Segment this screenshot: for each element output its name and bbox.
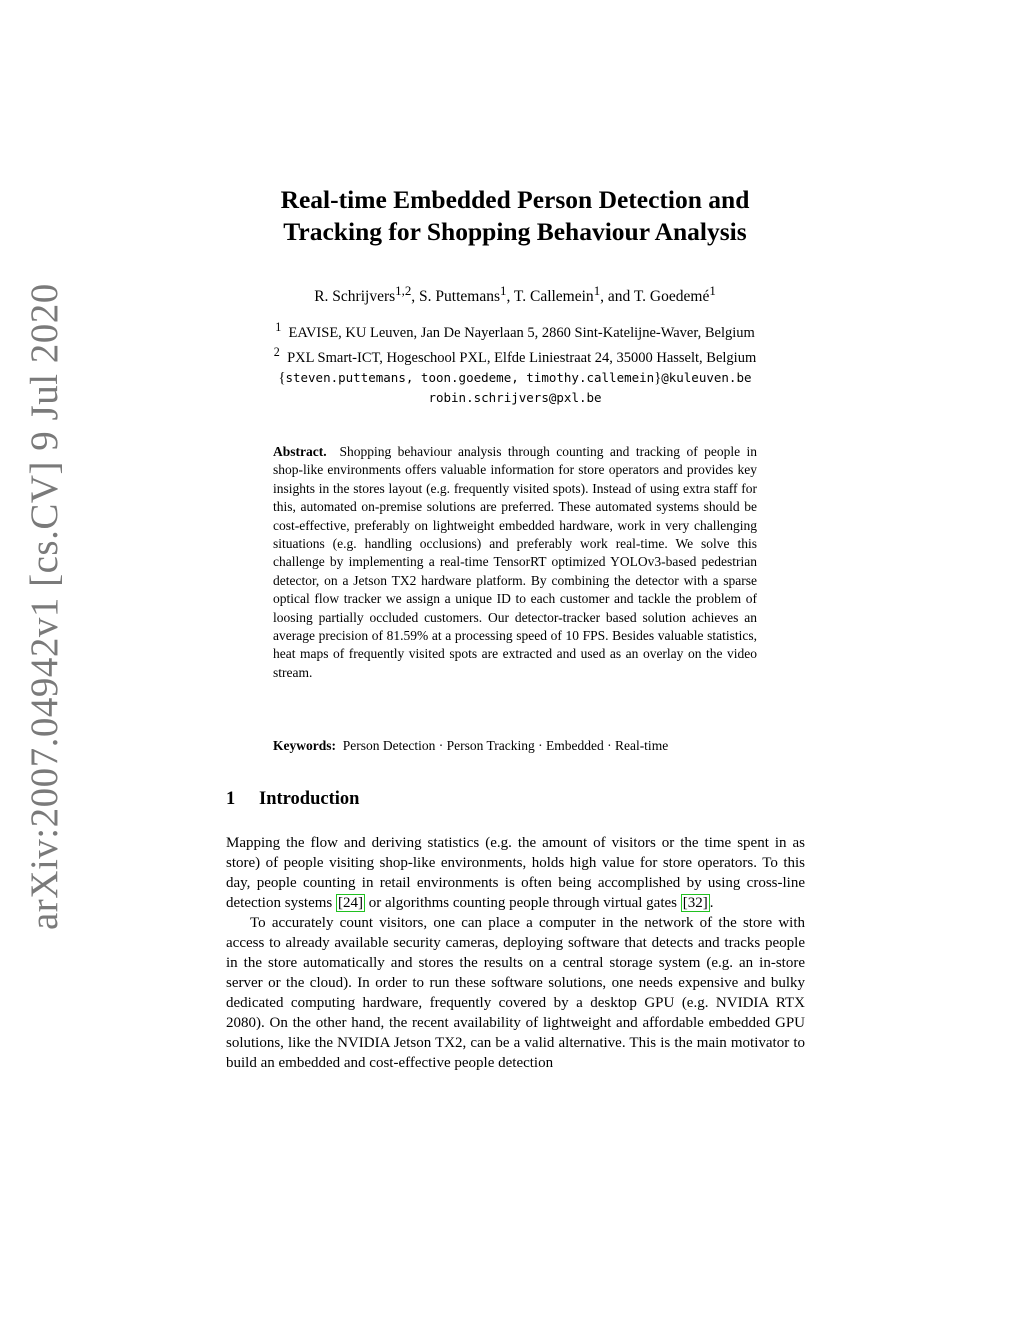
- email-domain: @kuleuven.be: [661, 369, 752, 385]
- author-name: , and T. Goedemé: [600, 288, 710, 306]
- abstract-text: Shopping behaviour analysis through counting and tracking of people in shop-like environments offers valuable information for store operators and provides key insights in the stores layout (e.g. frequently visited spots). Instead of using extra staff for this, automated on-premise solutions are preferred. These automated systems should be cost-effective, preferably on lightweight embedded hardware, work in very challenging situations (e.g. handling occlusions) and preferably work real-time. We solve this challenge by implementing a real-time TensorRT optimized YOLOv3-based pedestrian detector, on a Jetson TX2 hardware platform. By combining the detector with a sparse optical flow tracker we assign a unique ID to each customer and tackle the problem of loosing partially occluded customers. Our detector-tracker based solution achieves an average precision of 81.59% at a processing speed of 10 FPS. Besides valuable statistics, heat maps of frequently visited spots are extracted and used as an overlay on the video stream.: [273, 444, 757, 680]
- author-affiliation-mark: 1: [593, 283, 601, 298]
- email-names: steven.puttemans, toon.goedeme, timothy.callemein: [285, 369, 655, 385]
- citation-link[interactable]: [24]: [337, 895, 363, 911]
- email-brace-open: {: [278, 369, 286, 386]
- abstract-label: Abstract.: [273, 444, 327, 459]
- author-name: , T. Callemein: [506, 288, 594, 306]
- email-line-1: [200, 368, 830, 388]
- author-affiliation-mark: 1,2: [395, 283, 412, 298]
- email-brace-close: }: [654, 369, 662, 386]
- section-heading: [226, 789, 359, 810]
- author-name: , S. Puttemans: [411, 288, 500, 306]
- affiliation-text: PXL Smart-ICT, Hogeschool PXL, Elfde Liniestraat 24, 35000 Hasselt, Belgium: [287, 349, 757, 366]
- title-line-2: Tracking for Shopping Behaviour Analysis: [283, 217, 747, 246]
- section-number: 1: [226, 789, 236, 809]
- affiliations: [200, 318, 830, 407]
- paragraph-2: To accurately count visitors, one can place a computer in the network of the store with access to already available security cameras, deploying software that detects and tracks people in the store automatically and stores the results on a central storage system (e.g. an in-store server or the cloud). In order to run these software solutions, one needs expensive and bulky dedicated computing hardware, frequently covered by a desktop GPU (e.g. NVIDIA RTX 2080). On the other hand, the recent availability of lightweight and affordable embedded GPU solutions, like the NVIDIA Jetson TX2, can be a valid alternative. This is the main motivator to build an embedded and cost-effective people detection: [226, 915, 805, 1071]
- paper-title: [180, 184, 850, 248]
- section-title: Introduction: [259, 789, 360, 809]
- affiliation-number: 1: [275, 320, 282, 334]
- keywords: [273, 737, 757, 755]
- author-list: [180, 283, 850, 306]
- affiliation-1: [200, 318, 830, 343]
- abstract: [273, 443, 757, 682]
- affiliation-2: [200, 343, 830, 368]
- paragraph-text: or algorithms counting people through virtual gates: [364, 895, 681, 911]
- title-line-1: Real-time Embedded Person Detection and: [280, 185, 750, 214]
- body-text: [226, 833, 805, 1073]
- paragraph-text: .: [709, 895, 714, 911]
- paragraph-text: Mapping the flow and deriving statistics (e.g. the amount of visitors or the time spent in as store) of people visiting shop-like environments, holds high value for store operators. To this day, people counting in retail environments is often being accomplished by using cross-line detection systems: [226, 835, 805, 911]
- keywords-text: Person Detection · Person Tracking · Embedded · Real-time: [342, 738, 669, 753]
- affiliation-text: EAVISE, KU Leuven, Jan De Nayerlaan 5, 2860 Sint-Katelijne-Waver, Belgium: [288, 324, 755, 341]
- author-affiliation-mark: 1: [709, 283, 716, 298]
- email-line-2: robin.schrijvers@pxl.be: [428, 389, 602, 405]
- keywords-label: Keywords:: [273, 738, 336, 753]
- arxiv-stamp: arXiv:2007.04942v1 [cs.CV] 9 Jul 2020: [23, 283, 66, 930]
- citation-link[interactable]: [32]: [682, 895, 708, 911]
- affiliation-number: 2: [273, 344, 280, 359]
- author-affiliation-mark: 1: [499, 283, 507, 298]
- paragraph-1: [226, 833, 805, 913]
- author-name: R. Schrijvers: [314, 288, 396, 306]
